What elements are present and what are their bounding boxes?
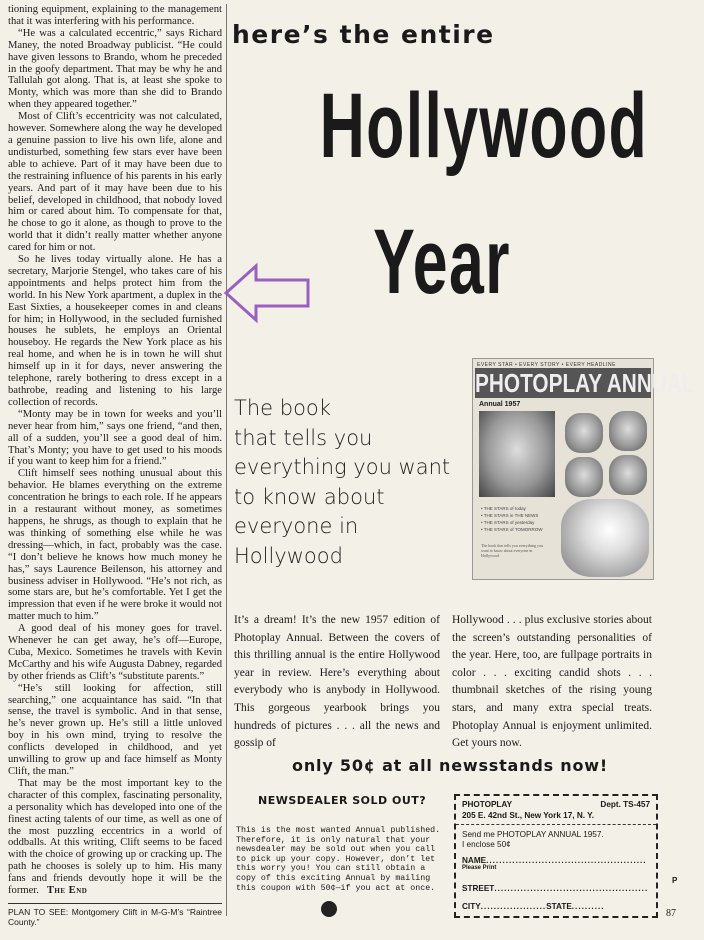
cover-year: Annual 1957	[479, 401, 521, 408]
photo-caption: PLAN TO SEE: Montgomery Clift in M-G-M’s “Raintree County.”	[8, 903, 222, 927]
cover-portrait	[609, 411, 647, 451]
cover-portrait-blonde	[561, 499, 649, 577]
article-paragraph: tioning equipment, explaining to the management that it was interfering with his performance.	[8, 4, 222, 27]
article-paragraph: Clift himself sees nothing unusual about this behavior. He blames everything on the extreme concentration he brings to each role. If he appears in a restaurant without money, as sometimes happens, he shrugs, as though to explain that he was thinking of something else while he was dressing—which, in fact, probably was the case. “I don’t believe he knows how much money he has,” says Laurence Beilenson, his attorney and business adviser in Hollywood. “He’s not rich, as some stars are, but he’s comfortable. Yet I get the impression that even if he were broke it would not matter much to him.”	[8, 468, 222, 623]
article-paragraph: Most of Clift’s eccentricity was not calculated, however. Somewhere along the way he developed a genuine passion to live his own life, alone and undisturbed, something few stars ever have been able to achieve. Part of it may have been due to the restraining influence of his parents in his early years. And part of it may have been due to his belief, developed in childhood, that nobody loved him or cared about him. To compensate for that, he chose to go it alone, as though to prove to the world that it didn’t really matter whether anyone cared for him or not.	[8, 111, 222, 254]
cover-portrait	[609, 455, 647, 495]
article-column	[8, 4, 222, 927]
cover-top-line: EVERY STAR • EVERY STORY • EVERY HEADLINE	[477, 362, 616, 368]
tagline-line: to know about	[234, 484, 385, 509]
coupon-header	[462, 800, 650, 809]
ad-body-left: It’s a dream! It’s the new 1957 edition of Photoplay Annual. Between the covers of this thrilling annual is the entire Hollywood year in review. Here’s everything about everybody who is anybody in Hollywood. This gorgeous yearbook brings you hundreds of pictures . . . all the news and gossip of	[234, 614, 440, 750]
coupon-send-line: Send me PHOTOPLAY ANNUAL 1957.	[462, 830, 604, 839]
city-field-label: CITY	[462, 902, 481, 911]
newsdealer-text: This is the most wanted Annual published. Therefore, it is only natural that your newsdealer may be sold out when you call to pick up your copy. However, don’t let this worry you! You can still obtain a copy of this exciting Annual by mailing this coupon with 50¢—if you act at once.	[236, 826, 441, 893]
price-line: only 50¢ at all newsstands now!	[292, 756, 608, 775]
ad-tagline	[234, 394, 474, 572]
column-divider	[226, 4, 227, 916]
please-print-note: Please Print	[462, 865, 497, 871]
tagline-line: The book	[234, 396, 331, 420]
coupon-street-field[interactable]: STREET...............................................	[462, 884, 649, 893]
p-mark: P	[672, 876, 678, 885]
article-paragraph: “Monty may be in town for weeks and you’ll never hear from him,” says one friend, “and then, all of a sudden, you’ll see a good deal of him. That’s Monty; you have to get used to his moods if you want to keep him for a friend.”	[8, 408, 222, 468]
the-end-label: The End	[46, 885, 88, 897]
magazine-cover-image	[472, 358, 695, 580]
cover-portrait	[565, 413, 603, 453]
cover-list-item: • THE STARS of yesterday	[481, 520, 535, 525]
article-paragraph: “He’s still looking for affection, still searching,” one acquaintance has said. “In that sense, the travel is symbolic. And in that sense, he’s never grown up. He’s still a little unloved boy in his own mind, trying to resolve the conflicts developed in childhood, and yet unwilling to grow up and face himself as Monty Clift, the man.”	[8, 682, 222, 777]
cover-list-item: • THE STARS in THE NEWS	[481, 513, 539, 518]
ad-title-hollywood: Hollywood	[319, 75, 649, 177]
tagline-line: Hollywood	[234, 543, 343, 568]
article-paragraph-last	[8, 778, 222, 897]
coupon-name-field[interactable]: NAME.................................................	[462, 856, 647, 865]
state-field-label: STATE	[546, 902, 572, 911]
coupon-city-field[interactable]: CITY....................STATE..........	[462, 902, 605, 911]
article-paragraph: “He was a calculated eccentric,” says Richard Maney, the noted Broadway publicist. “He could have given lessons to Brando, whom he preceded in the goofy department. That may be why he and Tallulah got along. That is, at least she spoke to Monty, which was more than she did to Brando when they appeared together.”	[8, 27, 222, 111]
article-paragraph: So he lives today virtually alone. He has a secretary, Marjorie Stengel, who takes care of his appointments and helps protect him from the world. In his New York apartment, a duplex in the East Sixties, a housekeeper comes in and cleans for him; in Hollywood, in the secluded furnished houses he sublets, he employs an Oriental houseboy. He regards the New York place as his real home, and when he is in town he will shut himself up in it for days, never answering the telephone, rarely bothering to dress except in a bathrobe, reading and listening to his large collection of records.	[8, 254, 222, 408]
ad-title-year: Year	[373, 211, 511, 313]
newsdealer-heading: NEWSDEALER SOLD OUT?	[258, 794, 427, 807]
coupon-enclose-line: I enclose 50¢	[462, 840, 511, 849]
left-arrow-icon	[222, 262, 314, 324]
ad-header: here’s the entire	[232, 20, 495, 49]
coupon-address: 205 E. 42nd St., New York 17, N. Y.	[462, 811, 594, 820]
cover-portrait-main	[479, 411, 555, 497]
cover-masthead: PHOTOPLAY ANNUAL	[475, 368, 695, 398]
cover-blurb: The book that tells you everything you want to know about everyone in Hollywood	[481, 543, 543, 558]
coupon-publisher: PHOTOPLAY	[462, 800, 513, 809]
circle-mark-icon	[321, 901, 337, 917]
article-paragraph-text: That may be the most important key to the character of this complex, fascinating personality, a personality which has developed into one of the finest acting talents of our time, as well as one of the most puzzling eccentrics in a world of oddballs. At this writing, Clift seems to be faced with the choice of growing up or cracking up. The path he chooses is solely up to him. His many fans and friends devoutly hope it will be the former.	[8, 777, 222, 897]
coupon-divider	[456, 824, 656, 825]
ad-body-right: Hollywood . . . plus exclusive stories about the screen’s outstanding personalities of the year. Here, too, are fullpage portraits in color . . . exciting candid shots . . . thumbnail sketches of the rising young stars, and many extra special treats. Photoplay Annual is enjoyment unlimited. Get yours now.	[452, 614, 652, 750]
tagline-line: everyone in	[234, 514, 359, 539]
coupon-dept: Dept. TS-457	[600, 800, 650, 809]
cover-list-item: • THE STARS of today	[481, 506, 526, 511]
name-field-label: NAME	[462, 856, 487, 865]
tagline-line: that tells you	[234, 425, 373, 450]
tagline-line: everything you want	[234, 455, 451, 480]
cover-list	[481, 505, 561, 533]
cover-portrait	[565, 457, 603, 497]
street-field-label: STREET	[462, 884, 495, 893]
article-paragraph: A good deal of his money goes for travel. Whenever he can get away, he’s off—Europe, Cuba, Mexico. Sometimes he travels with Kevin McCarthy and his wife Augusta Dabney, regarded by other friends as Clift’s “substitute parents.”	[8, 623, 222, 682]
page-number: 87	[666, 908, 676, 919]
order-coupon[interactable]	[454, 794, 658, 918]
cover-list-item: • THE STARS of TOMORROW	[481, 527, 543, 532]
